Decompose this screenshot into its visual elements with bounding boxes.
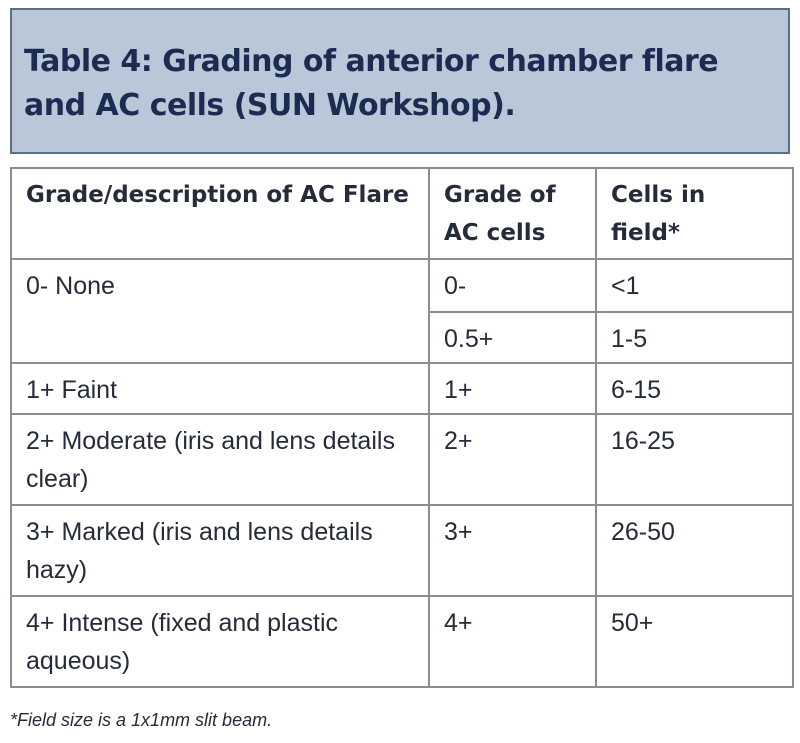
cell-count-cell: 16-25 <box>596 414 793 505</box>
flare-cell: 3+ Marked (iris and lens details hazy) <box>11 505 429 596</box>
footnote: *Field size is a 1x1mm slit beam. <box>10 710 273 730</box>
cell-count-cell: 50+ <box>596 596 793 687</box>
flare-cell: 1+ Faint <box>11 363 429 414</box>
table-row <box>11 363 793 414</box>
cell-count-cell: 6-15 <box>596 363 793 414</box>
table-row <box>11 414 793 505</box>
header-cells-in-field: Cells in field* <box>596 168 793 259</box>
flare-cell: 4+ Intense (fixed and plastic aqueous) <box>11 596 429 687</box>
cell-count-cell: <1 <box>596 259 793 312</box>
flare-cell: 0- None <box>11 259 429 363</box>
cell-count-cell: 1-5 <box>596 312 793 363</box>
ac-grade-cell: 4+ <box>429 596 596 687</box>
ac-grade-cell: 1+ <box>429 363 596 414</box>
title-box <box>10 8 790 154</box>
flare-cell: 2+ Moderate (iris and lens details clear) <box>11 414 429 505</box>
ac-grade-cell: 2+ <box>429 414 596 505</box>
table-title: Table 4: Grading of anterior chamber flare and AC cells (SUN Workshop). <box>24 44 719 123</box>
ac-grade-cell: 0.5+ <box>429 312 596 363</box>
header-ac-cells: Grade of AC cells <box>429 168 596 259</box>
table-row <box>11 259 793 312</box>
table-header-row <box>11 168 793 259</box>
table-row <box>11 505 793 596</box>
ac-grade-cell: 3+ <box>429 505 596 596</box>
header-flare: Grade/description of AC Flare <box>11 168 429 259</box>
grading-table <box>10 167 794 688</box>
cell-count-cell: 26-50 <box>596 505 793 596</box>
table-row <box>11 596 793 687</box>
ac-grade-cell: 0- <box>429 259 596 312</box>
